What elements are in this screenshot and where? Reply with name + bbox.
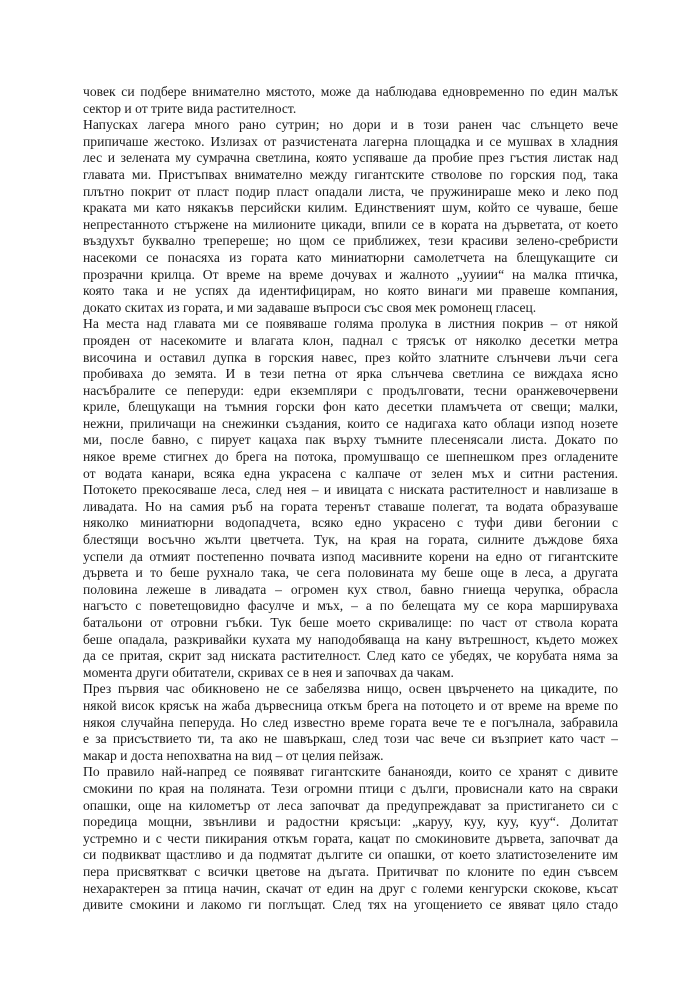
text-line: дивите смокини и лакомо ги поглъщат. След тях на угощението се явяват цяло стадо [83,897,618,913]
text-line: пробиваха до земята. И в тези петна от ярка слънчева светлина се виждаха ясно [83,366,618,382]
text-line: плътно покрит от пласт подир пласт опадали листа, че пружинираше меко и леко под [83,183,618,199]
text-line: насекоми се понасяха из гората като миниатюрни самолетчета на блещукащите си [83,249,618,265]
paragraph [83,316,618,681]
text-line: лес и зелената му сумрачна светлина, която успяваше да пробие през гъстия листак над [83,150,618,166]
text-line: устремно и с чести пикирания откъм гората, кацат по смокиновите дървета, започват да [83,830,618,846]
text-line: блестящи восъчно жълти цветчета. Тук, на края на гората, силните дъждове бяха [83,532,618,548]
text-line: половина лежеше в ливадата – огромен кух ствол, бавно гниеща черупка, обрасла [83,581,618,597]
text-line: някое време стигнех до брега на потока, промушващо се шепнешком през огладените [83,449,618,465]
text-line: докато скитах из гората, и ми задаваше въпроси със своя мек ромонещ гласец. [83,299,537,315]
text-line: успели да отмият постепенно почвата изпод масивните корени на едно от гигантските [83,548,618,564]
text-line: си подвикват щастливо и да подмятат дългите си опашки, от което златистозелените им [83,847,618,863]
text-line: сектор и от трите вида растителност. [83,100,297,116]
text-line: някой висок крясък на жаба дървесница откъм брега на потоцето и от време на време по [83,697,618,713]
text-line: височина и оставил дупка в горския навес, през който златните слънчеви лъчи сега [83,349,618,365]
text-line: нежни, приличащи на снежинки създания, които се надигаха като облаци изпод нозете [83,415,618,431]
text-line: На места над главата ми се появяваше голяма пролука в листния покрив – от някой [83,316,618,332]
document-page [83,84,618,914]
paragraph [83,681,618,764]
text-line: нехарактерен за птица начин, скачат от един на друг с големи кенгурски скокове, късат [83,880,618,896]
text-line: поредица мощни, звънливи и радостни крясъци: „каруу, куу, куу, куу“. Долитат [83,814,618,830]
text-line: въздухът буквално трепереше; но щом се приближех, тези красиви зелено-сребристи [83,233,618,249]
text-line: По правило най-напред се появяват гигантските бананояди, които се хранят с дивите [83,764,618,780]
text-line: непрестанното стържене на милионите цикади, впили се в кората на дърветата, от което [83,216,618,232]
text-line: ми, после бавно, с пирует кацаха пак върху тъмните плесенясали листа. Докато по [83,432,618,448]
text-line: дървета и то беше рухнало така, че сега половината му беше още в леса, а другата [83,565,618,581]
text-line: пера присвяткват с всички цветове на дъгата. Притичват по клоните по един съвсем [83,863,618,879]
text-line: краката ми като някакъв персийски килим. Единственият шум, който се чуваше, беше [83,200,618,216]
text-line: Потокето прекосяваше леса, след нея – и ивицата с ниската растителност и навлизаше в [83,482,618,498]
paragraph [83,84,618,117]
text-line: Напусках лагера много рано сутрин; но дори и в този ранен час слънцето вече [83,117,618,133]
text-line: момента други обитатели, скривах се в нея и започвах да чакам. [83,664,454,680]
text-line: прояден от насекомите и влагата клон, паднал с трясък от няколко десетки метра [83,332,618,348]
text-line: някоя случайна пеперуда. Но след известно време гората вече те е погълнала, забравила [83,714,618,730]
text-line: прозрачни крилца. От време на време дочувах и жалното „ууиии“ на малка птичка, [83,266,618,282]
text-line: макар и доста непохватна на вид – от целия пейзаж. [83,747,384,763]
text-line: е за присъствието ти, та ако не шавъркаш, след този час вече си възприет като част – [83,731,618,747]
text-line: човек си подбере внимателно мястото, може да наблюдава едновременно по един малък [83,84,618,99]
text-line: беше опадала, разкривайки кухата му наподобяваща на кану вътрешност, където можех [83,631,618,647]
text-line: припичаше жестоко. Излизах от разчистената лагерна площадка и се мушвах в хладния [83,133,618,149]
paragraph [83,117,618,316]
text-line: ливадата. Но на самия ръб на гората теренът ставаше полегат, та водата образуваше [83,498,618,514]
text-line: няколко миниатюрни водопадчета, всяко едно украсено с туфи диви бегонии с [83,515,618,531]
text-line: опашки, още на километър от леса започват да предупреждават за пристигането си с [83,797,618,813]
text-line: насъбралите се пеперуди: едри екземпляри с продълговати, тесни оранжевочервени [83,382,618,398]
text-line: главата ми. Пристъпвах внимателно между гигантските стволове по горския под, така [83,166,618,182]
text-line: от водата канари, всяка една украсена с калпаче от зелен мъх и ситни растения. [83,465,618,481]
text-line: батальони от отровни гъбки. Тук беше моето скривалище: по част от ствола кората [83,615,618,630]
text-line: да се притая, скрит зад ниската растителност. След като се убедях, че корубата няма за [83,648,618,664]
text-line: През първия час обикновено не се забелязва нищо, освен цвърченето на цикадите, по [83,681,618,697]
paragraph [83,764,618,913]
text-line: смокини по края на поляната. Тези огромни птици с дълги, провиснали като на свраки [83,780,618,796]
text-line: която така и не успях да идентифицирам, но която винаги ми правеше компания, [83,283,618,299]
text-line: криле, блещукащи на тъмния горски фон като десетки пламъчета от свещи; малки, [83,399,618,415]
text-line: нагъсто с поветещовидно фасулче и мъх, – а по белещата му се кора маршируваха [83,598,618,614]
